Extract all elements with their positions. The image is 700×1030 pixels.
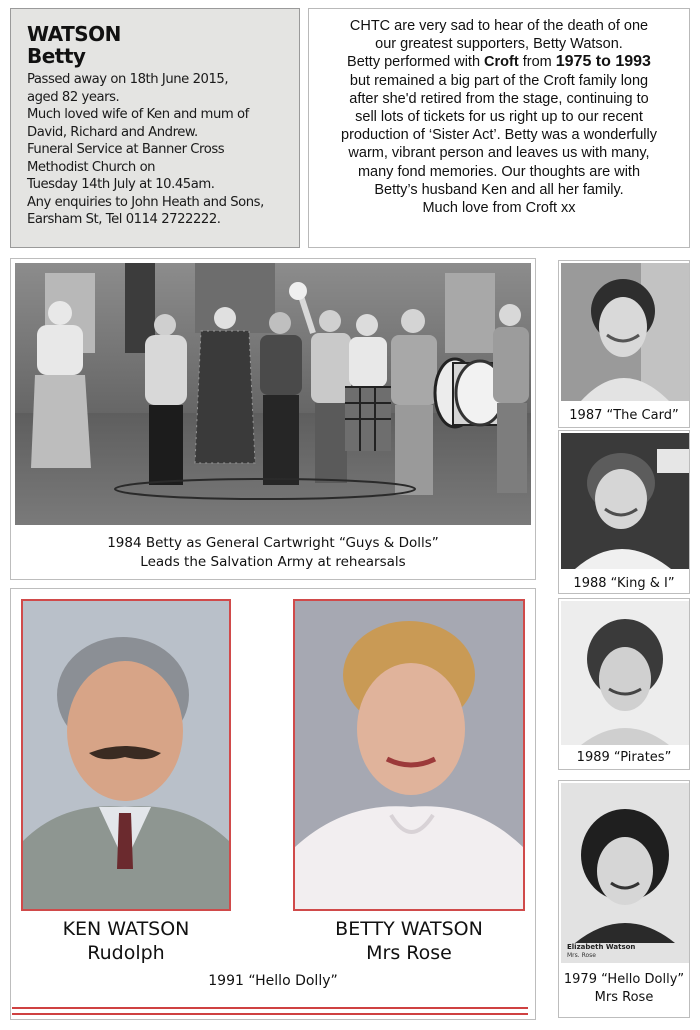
betty-role: Mrs Rose bbox=[366, 942, 452, 964]
side-photo-panel-1989 bbox=[558, 598, 690, 770]
betty-portrait-illustration bbox=[295, 601, 523, 909]
side-photo-panel-1987 bbox=[558, 260, 690, 428]
obituary-first-name: Betty bbox=[27, 44, 86, 68]
portraits-panel bbox=[10, 588, 536, 1020]
tribute-line: sell lots of tickets for us right up to our recent bbox=[355, 109, 643, 126]
betty-1987-illustration bbox=[561, 263, 689, 401]
side-photo-caption: 1989 “Pirates” bbox=[576, 750, 672, 765]
tribute-line: but remained a big part of the Croft family long bbox=[349, 72, 649, 89]
obituary-line: Passed away on 18th June 2015, bbox=[27, 72, 229, 87]
photo-1988 bbox=[561, 433, 689, 569]
group-photo-caption-line1: 1984 Betty as General Cartwright “Guys & Dolls” bbox=[107, 535, 439, 551]
side-photo-caption: 1988 “King & I” bbox=[573, 576, 675, 591]
side-photo-caption: 1987 “The Card” bbox=[569, 408, 679, 423]
group-photo-caption-line2: Leads the Salvation Army at rehearsals bbox=[140, 554, 406, 570]
croft-highlight: Croft bbox=[484, 54, 519, 71]
photo-inset-name: Elizabeth Watson bbox=[567, 943, 636, 951]
portraits-caption: 1991 “Hello Dolly” bbox=[208, 973, 338, 989]
tribute-line: Betty’s husband Ken and all her family. bbox=[374, 181, 624, 198]
obituary-line: Any enquiries to John Heath and Sons, bbox=[27, 194, 264, 210]
obituary-line: Earsham St, Tel 0114 2722222. bbox=[27, 212, 221, 227]
tribute-text: Betty performed with bbox=[347, 54, 485, 71]
betty-watson-portrait bbox=[293, 599, 525, 911]
photo-1989 bbox=[561, 601, 689, 745]
betty-1979-illustration bbox=[561, 783, 689, 963]
side-photo-caption: 1979 “Hello Dolly” bbox=[563, 972, 685, 987]
obituary-clipping bbox=[10, 8, 300, 248]
obituary-surname: WATSON bbox=[27, 22, 121, 46]
ken-watson-portrait bbox=[21, 599, 231, 911]
betty-1988-illustration bbox=[561, 433, 689, 569]
obituary-line: Much loved wife of Ken and mum of bbox=[27, 107, 249, 122]
group-photo-panel bbox=[10, 258, 536, 580]
obituary-line: aged 82 years. bbox=[27, 89, 120, 105]
ken-role: Rudolph bbox=[87, 942, 165, 964]
betty-name: BETTY WATSON bbox=[335, 918, 483, 940]
side-photo-panel-1979 bbox=[558, 780, 690, 1018]
tribute-line: after she'd retired from the stage, continuing to bbox=[349, 90, 649, 107]
obituary-line: Methodist Church on bbox=[27, 159, 156, 175]
years-highlight: 1975 to 1993 bbox=[555, 53, 651, 71]
tribute-line: warm, vibrant person and leaves us with many, bbox=[348, 145, 650, 162]
side-photo-caption-2: Mrs Rose bbox=[594, 990, 654, 1005]
tribute-line: many fond memories. Our thoughts are with bbox=[357, 163, 641, 180]
red-divider-line bbox=[12, 1013, 528, 1015]
photo-1979 bbox=[561, 783, 689, 963]
tribute-line: our greatest supporters, Betty Watson. bbox=[375, 36, 623, 53]
side-photo-panel-1988 bbox=[558, 430, 690, 594]
obituary-line: David, Richard and Andrew. bbox=[27, 124, 198, 140]
tribute-line: CHTC are very sad to hear of the death of one bbox=[349, 18, 649, 34]
ken-name: KEN WATSON bbox=[62, 918, 190, 940]
obituary-line: Tuesday 14th July at 10.45am. bbox=[27, 177, 215, 192]
group-rehearsal-photo bbox=[15, 263, 531, 525]
group-photo-illustration bbox=[15, 263, 531, 525]
tribute-text-box bbox=[308, 8, 690, 248]
obituary-line: Funeral Service at Banner Cross bbox=[27, 142, 225, 157]
red-divider-line bbox=[12, 1007, 528, 1009]
tribute-text: from bbox=[518, 54, 556, 71]
ken-portrait-illustration bbox=[23, 601, 229, 909]
betty-1989-illustration bbox=[561, 601, 689, 745]
photo-inset-role: Mrs. Rose bbox=[567, 952, 596, 959]
tribute-line: Much love from Croft xx bbox=[422, 200, 576, 217]
photo-1987 bbox=[561, 263, 689, 401]
tribute-line bbox=[315, 53, 683, 71]
tribute-line: production of ‘Sister Act’. Betty was a wonderfully bbox=[341, 127, 657, 144]
